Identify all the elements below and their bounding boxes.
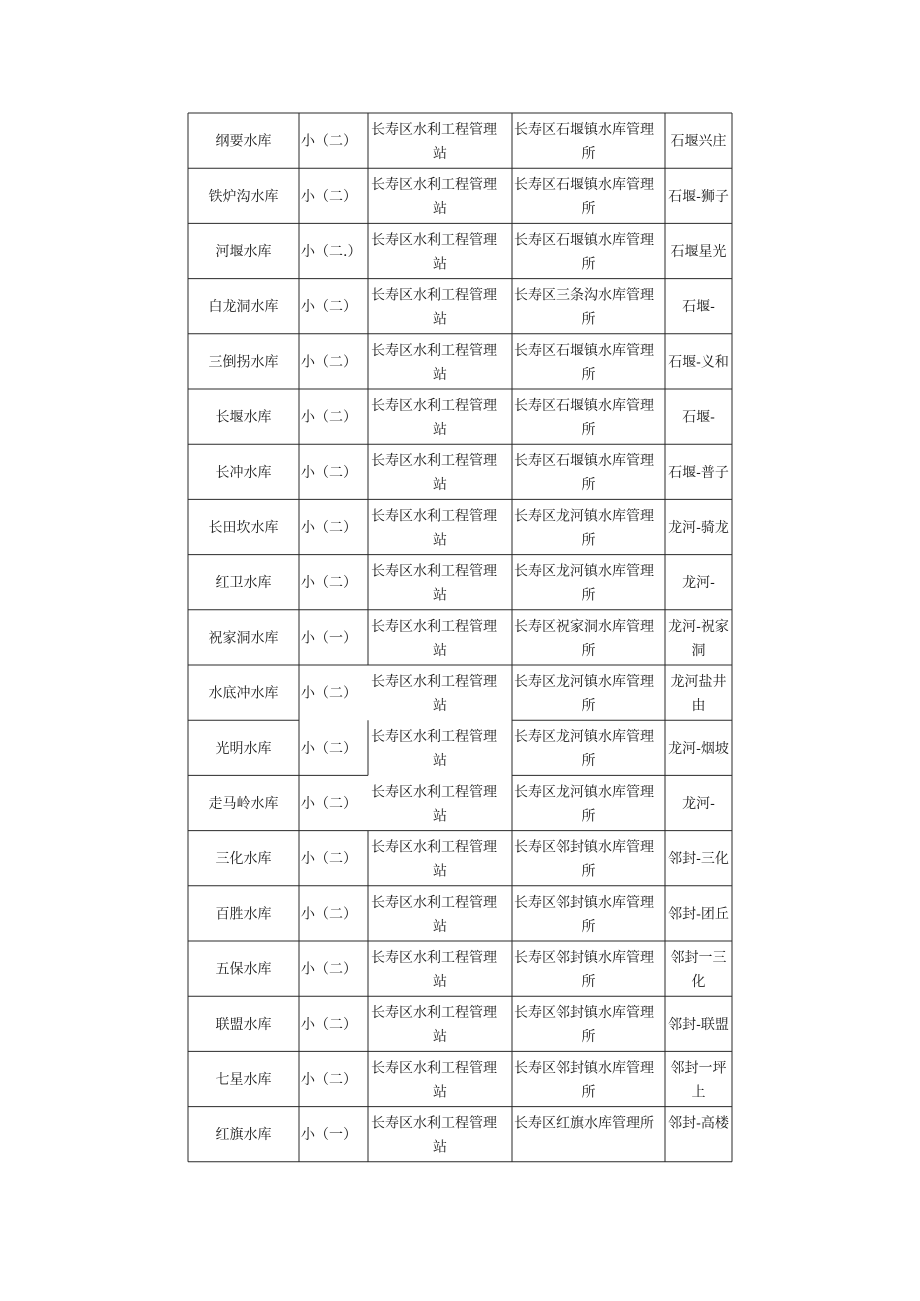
- managing-dept: 长寿区水利工程管理: [371, 950, 497, 966]
- reservoir-name: 长田坎水库: [208, 520, 279, 536]
- managing-dept: 长寿区水利工程管理: [371, 1060, 497, 1077]
- managing-dept: 长寿区水利工程管理: [371, 729, 497, 746]
- managing-dept: 长寿区水利工程管理: [371, 287, 497, 304]
- management-station: 所: [581, 1029, 596, 1046]
- management-station: 长寿区龙河镇水库管理: [514, 508, 654, 525]
- reservoir-location: 石堰-: [682, 409, 715, 426]
- reservoir-scale: 小（二）: [301, 1072, 357, 1088]
- management-station: 所: [581, 311, 596, 328]
- reservoir-scale: 小（二.）: [301, 244, 362, 260]
- management-station: 所: [581, 532, 596, 549]
- reservoir-location: 龙河-祝家: [668, 618, 729, 635]
- reservoir-location: 石堰星光: [670, 244, 727, 260]
- reservoir-name: 光明水库: [215, 740, 272, 757]
- management-station: 长寿区邻封镇水库管理: [514, 1060, 654, 1077]
- reservoir-name: 红卫水库: [215, 575, 272, 592]
- management-station: 长寿区石堰镇水库管理: [514, 453, 654, 470]
- management-station: 所: [581, 587, 596, 604]
- management-station: 所: [581, 974, 596, 990]
- management-station: 长寿区邻封镇水库管理: [514, 1005, 654, 1022]
- management-station: 长寿区祝家洞水库管理: [514, 618, 654, 635]
- managing-dept: 长寿区水利工程管理: [371, 563, 497, 580]
- managing-dept: 站: [433, 698, 447, 714]
- reservoir-location: 龙河-: [682, 796, 715, 812]
- table-cells: [209, 121, 730, 1156]
- managing-dept: 站: [433, 863, 447, 880]
- reservoir-scale: 小（二）: [301, 1016, 357, 1033]
- reservoir-name: 祝家洞水库: [208, 630, 279, 647]
- reservoir-name: 水底冲水库: [208, 685, 279, 702]
- management-station: 所: [581, 366, 596, 383]
- reservoir-name: 纲要水库: [215, 133, 272, 150]
- management-station: 长寿区石堰镇水库管理: [514, 342, 654, 359]
- reservoir-location: 化: [691, 974, 706, 990]
- reservoir-location: 邻封-联盟: [668, 1016, 729, 1033]
- reservoir-location: 邻封-三化: [668, 851, 729, 868]
- managing-dept: 长寿区水利工程管理: [371, 894, 497, 911]
- reservoir-location: 龙河-烟坡: [668, 740, 729, 757]
- managing-dept: 站: [433, 587, 447, 604]
- managing-dept: 站: [433, 808, 447, 825]
- reservoir-location: 石堰-狮子: [668, 188, 729, 205]
- managing-dept: 长寿区水利工程管理: [371, 784, 497, 801]
- reservoir-name: 长冲水库: [215, 464, 272, 481]
- reservoir-location: 龙河盐井: [670, 674, 727, 690]
- managing-dept: 站: [433, 918, 447, 935]
- managing-dept: 站: [433, 146, 447, 162]
- managing-dept: 长寿区水利工程管理: [371, 177, 497, 194]
- reservoir-scale: 小（二）: [301, 409, 357, 426]
- reservoir-location: 邻封一坪: [670, 1060, 727, 1077]
- reservoir-location: 石堰-: [682, 299, 715, 316]
- managing-dept: 站: [433, 753, 447, 770]
- management-station: 所: [581, 256, 596, 273]
- reservoir-name: 三化水库: [215, 851, 272, 868]
- management-station: 长寿区石堰镇水库管理: [514, 177, 654, 194]
- managing-dept: 长寿区水利工程管理: [371, 839, 497, 856]
- management-station: 所: [581, 201, 596, 218]
- managing-dept: 长寿区水利工程管理: [371, 674, 497, 690]
- reservoir-name: 三倒拐水库: [208, 354, 279, 371]
- reservoir-name: 七星水库: [215, 1072, 272, 1088]
- management-station: 长寿区石堰镇水库管理: [514, 122, 654, 138]
- management-station: 长寿区龙河镇水库管理: [514, 674, 654, 690]
- management-station: 长寿区三条沟水库管理: [514, 287, 654, 304]
- managing-dept: 长寿区水利工程管理: [371, 1115, 497, 1132]
- management-station: 长寿区邻封镇水库管理: [514, 950, 654, 966]
- managing-dept: 站: [433, 366, 447, 383]
- reservoir-scale: 小（二）: [301, 961, 357, 978]
- management-station: 长寿区红旗水库管理所: [514, 1115, 654, 1132]
- reservoir-scale: 小（二）: [301, 685, 357, 702]
- managing-dept: 站: [433, 1084, 447, 1101]
- management-station: 所: [581, 918, 596, 935]
- managing-dept: 站: [433, 532, 447, 549]
- reservoir-name: 河堰水库: [215, 244, 272, 260]
- reservoir-scale: 小（二）: [301, 354, 357, 371]
- managing-dept: 站: [433, 642, 447, 659]
- reservoir-location: 龙河-骑龙: [668, 520, 729, 536]
- reservoir-scale: 小（二）: [301, 133, 357, 150]
- management-station: 所: [581, 477, 596, 494]
- reservoir-scale: 小（二）: [301, 796, 357, 812]
- managing-dept: 站: [433, 1139, 447, 1156]
- reservoir-scale: 小（二）: [301, 906, 357, 923]
- managing-dept: 站: [433, 201, 447, 218]
- managing-dept: 站: [433, 974, 447, 990]
- managing-dept: 站: [433, 256, 447, 273]
- reservoir-name: 百胜水库: [215, 906, 272, 923]
- reservoir-scale: 小（二）: [301, 299, 357, 316]
- reservoir-location: 上: [691, 1084, 706, 1101]
- managing-dept: 长寿区水利工程管理: [371, 398, 497, 414]
- managing-dept: 长寿区水利工程管理: [371, 232, 497, 249]
- managing-dept: 站: [433, 1029, 447, 1046]
- reservoir-scale: 小（二）: [301, 740, 357, 757]
- managing-dept: 站: [433, 422, 447, 438]
- managing-dept: 长寿区水利工程管理: [371, 1005, 497, 1022]
- reservoir-name: 联盟水库: [215, 1016, 272, 1033]
- managing-dept: 长寿区水利工程管理: [371, 618, 497, 635]
- reservoir-location: 由: [691, 698, 706, 714]
- managing-dept: 站: [433, 477, 447, 494]
- managing-dept: 长寿区水利工程管理: [371, 342, 497, 359]
- management-station: 所: [581, 753, 596, 770]
- management-station: 长寿区石堰镇水库管理: [514, 398, 654, 414]
- management-station: 所: [581, 422, 596, 438]
- reservoir-location: 石堰兴庄: [670, 133, 727, 150]
- reservoir-location: 石堰-普子: [668, 464, 729, 481]
- management-station: 长寿区龙河镇水库管理: [514, 729, 654, 746]
- reservoir-scale: 小（二）: [301, 575, 357, 592]
- reservoir-location: 邻封-高楼: [668, 1115, 729, 1132]
- reservoir-scale: 小（二）: [301, 188, 357, 205]
- management-station: 长寿区龙河镇水库管理: [514, 784, 654, 801]
- management-station: 所: [581, 146, 596, 162]
- reservoir-location: 龙河-: [682, 575, 715, 592]
- management-station: 所: [581, 698, 596, 714]
- reservoir-location: 洞: [691, 642, 706, 659]
- reservoir-location: 邻封-团丘: [668, 906, 729, 923]
- management-station: 长寿区石堰镇水库管理: [514, 232, 654, 249]
- management-station: 长寿区龙河镇水库管理: [514, 563, 654, 580]
- managing-dept: 长寿区水利工程管理: [371, 453, 497, 470]
- management-station: 所: [581, 642, 596, 659]
- management-station: 所: [581, 863, 596, 880]
- reservoir-location: 石堰-义和: [668, 354, 729, 371]
- reservoir-scale: 小（一）: [301, 630, 357, 647]
- reservoir-name: 白龙洞水库: [208, 299, 279, 316]
- reservoir-name: 铁炉沟水库: [208, 188, 279, 205]
- reservoir-name: 五保水库: [215, 961, 272, 978]
- reservoir-scale: 小（二）: [301, 464, 357, 481]
- reservoir-scale: 小（二）: [301, 520, 357, 536]
- management-station: 长寿区邻封镇水库管理: [514, 839, 654, 856]
- management-station: 所: [581, 1084, 596, 1101]
- managing-dept: 长寿区水利工程管理: [371, 122, 497, 138]
- reservoir-name: 红旗水库: [215, 1127, 272, 1144]
- reservoir-scale: 小（二）: [301, 851, 357, 868]
- reservoir-name: 走马岭水库: [208, 796, 279, 812]
- managing-dept: 站: [433, 311, 447, 328]
- management-station: 长寿区邻封镇水库管理: [514, 894, 654, 911]
- management-station: 所: [581, 808, 596, 825]
- managing-dept: 长寿区水利工程管理: [371, 508, 497, 525]
- reservoir-name: 长堰水库: [215, 409, 272, 426]
- reservoir-scale: 小（一）: [301, 1127, 357, 1144]
- reservoir-location: 邻封一三: [670, 950, 727, 966]
